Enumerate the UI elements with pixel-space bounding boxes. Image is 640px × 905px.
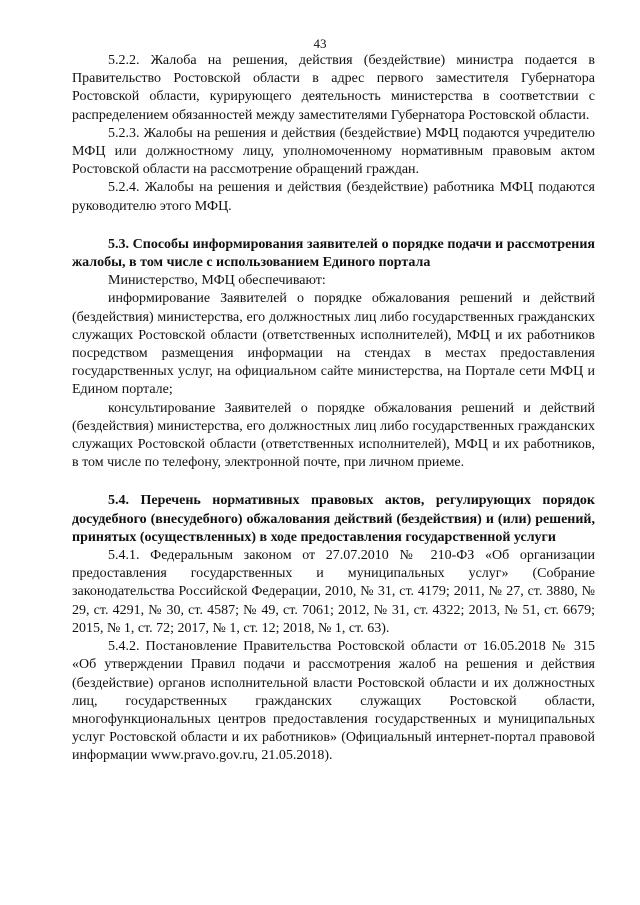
paragraph-5-2-2: 5.2.2. Жалоба на решения, действия (бездействие) министра подается в Правительство Ростовской области в адрес первого заместителя Губернатора Ростовской области, курирующего деятельность министерства в соответствии с распределением обязанностей между заместителями Губернатора Ростовской области. <box>72 53 595 123</box>
paragraph-5-2-4: 5.2.4. Жалобы на решения и действия (бездействие) работника МФЦ подаются руководителю этого МФЦ. <box>72 180 595 214</box>
document-body <box>72 52 595 766</box>
paragraph-5-3-item-2: консультирование Заявителей о порядке обжалования решений и действий (бездействия) министерства, его должностных лиц либо государственных гражданских служащих Ростовской области (ответственных исполнителей), МФЦ и их работников, в том числе по телефону, электронной почте, при личном приеме. <box>72 400 595 471</box>
page-number: 43 <box>313 36 327 51</box>
section-spacer <box>72 472 595 492</box>
paragraph-5-2-3: 5.2.3. Жалобы на решения и действия (бездействие) МФЦ подаются учредителю МФЦ или должностному лицу, уполномоченному нормативным правовым актом Ростовской области на рассмотрение обращений граждан. <box>72 125 595 178</box>
paragraph-5-3-item-1: информирование Заявителей о порядке обжалования решений и действий (бездействия) министерства, его должностных лиц либо государственных гражданских служащих Ростовской области (ответственных исполнителей), МФЦ и их работников посредством размещения информации на стендах в местах предоставления государственных услуг, на официальном сайте министерства, на Портале сети МФЦ и Едином портале; <box>72 291 595 398</box>
heading-5-4: 5.4. Перечень нормативных правовых актов, регулирующих порядок досудебного (внесудебного) обжалования действий (бездействия) и (или) решений, принятых (осуществленных) в ходе предоставления государственной услуги <box>72 493 595 545</box>
paragraph-5-3-intro: Министерство, МФЦ обеспечивают: <box>108 273 326 289</box>
heading-5-3: 5.3. Способы информирования заявителей о порядке подачи и рассмотрения жалобы, в том числе с использованием Единого портала <box>72 236 595 271</box>
paragraph-5-4-1: 5.4.1. Федеральным законом от 27.07.2010 № 210-ФЗ «Об организации предоставления государственных и муниципальных услуг» (Собрание законодательства Российской Федерации, 2010, № 31, ст. 4179; 2011, № 27, ст. 3880, № 29, ст. 4291, № 30, ст. 4587; № 49, ст. 7061; 2012, № 31, ст. 4322; 2013, № 51, ст. 6679; 2015, № 1, ст. 72; 2017, № 1, ст. 12; 2018, № 1, ст. 63). <box>72 548 595 636</box>
paragraph-5-4-2: 5.4.2. Постановление Правительства Ростовской области от 16.05.2018 № 315 «Об утверждении Правил подачи и рассмотрения жалоб на решения и действия (бездействие) органов исполнительной власти Ростовской области и их должностных лиц, государственных гражданских служащих Ростовской области, многофункциональных центров предоставления государственных и муниципальных услуг Ростовской области и их работников» (Официальный интернет-портал правовой информации www.pravo.gov.ru, 21.05.2018). <box>72 639 595 764</box>
section-spacer <box>72 216 595 236</box>
